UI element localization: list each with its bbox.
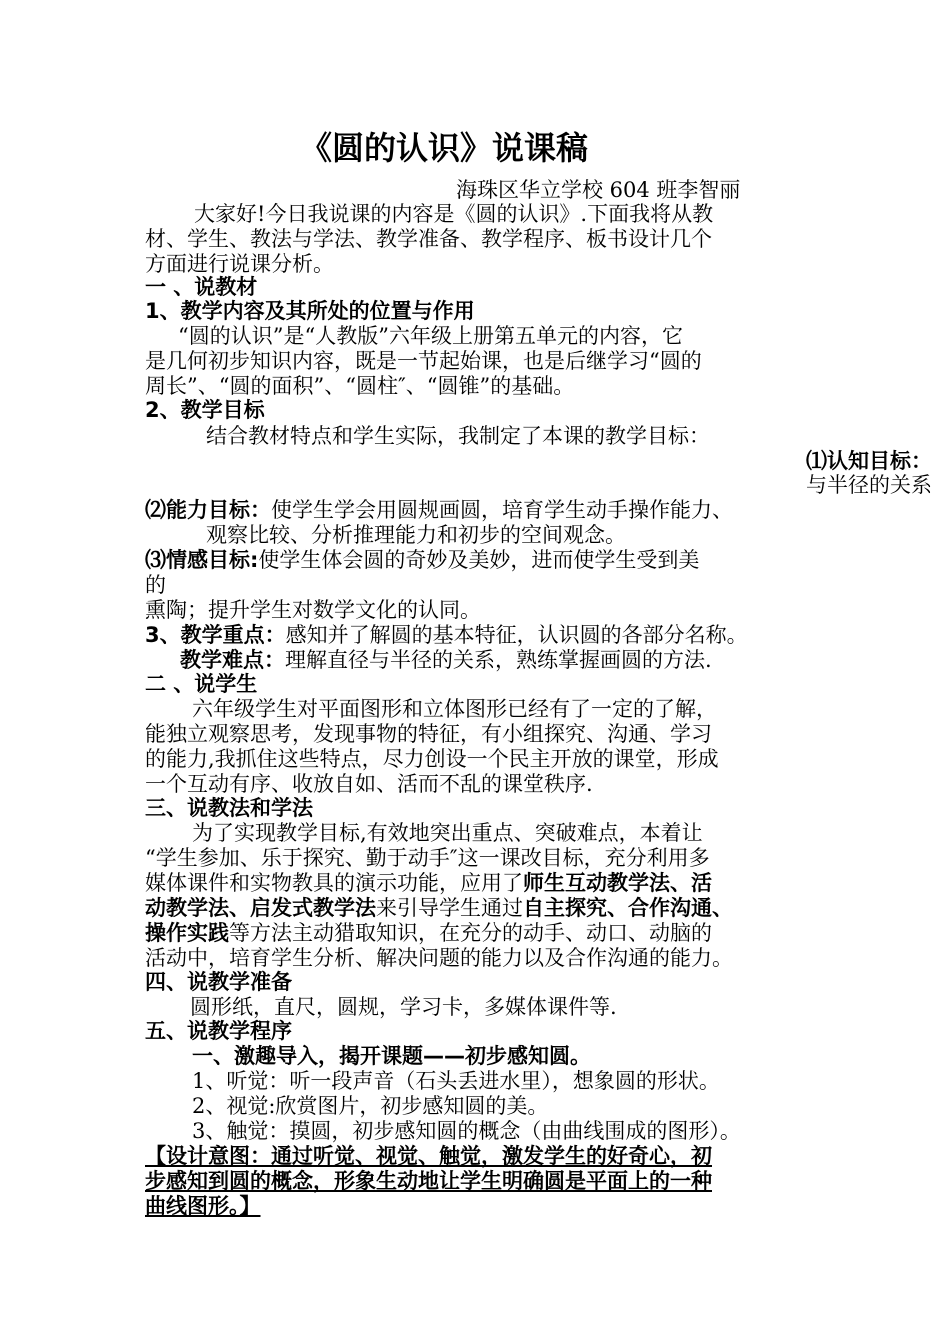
goal-3-text: 使学生体会圆的奇妙及美妙，进而使学生受到美 (258, 548, 700, 572)
section-4-heading: 四、说教学准备 (145, 970, 292, 994)
section-3-line-1: 为了实现教学目标,有效地突出重点、突破难点，本着让 (192, 821, 703, 845)
goal-2-line-2: 观察比较、分析推理能力和初步的空间观念。 (206, 523, 626, 547)
goal-3-line-2: 的 (145, 573, 166, 597)
difficulty-label: 教学难点： (180, 648, 285, 672)
intro-line-3: 方面进行说课分析。 (145, 252, 334, 276)
difficulty-line (180, 648, 712, 673)
section-4-line: 圆形纸，直尺，圆规，学习卡，多媒体课件等. (190, 995, 617, 1019)
step-item-1: 1、听觉：听一段声音（石头丢进水里），想象圆的形状。 (192, 1069, 720, 1093)
step-1-heading: 一、激趣导入，揭开课题——初步感知圆。 (192, 1044, 591, 1068)
section-3-line-4b: 来引导学生通过 (376, 896, 523, 920)
goal-2-line (145, 498, 733, 523)
section-3-line-5 (145, 921, 712, 946)
author-line: 海珠区华立学校 604 班李智丽 (456, 178, 741, 202)
key-point-label: 3、教学重点： (145, 623, 286, 647)
document-title: 《圆的认识》说课稿 (300, 129, 589, 167)
goal-2-text: 使学生学会用圆规画圆，培育学生动手操作能力、 (271, 498, 733, 522)
design-intent-line-3: 曲线图形。】 (145, 1194, 261, 1218)
intro-line-2: 材、学生、教法与学法、教学准备、教学程序、板书设计几个 (145, 227, 712, 251)
goal-1-label: ⑴认知目标： (806, 449, 932, 473)
section-3-line-3a: 媒体课件和实物教具的演示功能，应用了 (145, 871, 523, 895)
step-item-2: 2、视觉:欣赏图片，初步感知圆的美。 (192, 1094, 549, 1118)
intro-line-1: 大家好!今日我说课的内容是《圆的认识》.下面我将从教 (194, 202, 714, 226)
section-2-line-1: 六年级学生对平面图形和立体图形已经有了一定的了解， (192, 697, 717, 721)
goal-3-label: ⑶情感目标: (145, 548, 259, 572)
section-3-line-2: “学生参加、乐于探究、勤于动手″这一课改目标，充分利用多 (145, 846, 710, 870)
section-2-line-2: 能独立观察思考，发现事物的特征，有小组探究、沟通、学习 (145, 722, 712, 746)
section-3-line-6: 活动中，培育学生分析、解决问题的能力以及合作沟通的能力。 (145, 946, 733, 970)
subsection-1-line-2: 是几何初步知识内容，既是一节起始课，也是后继学习“圆的 (145, 349, 702, 373)
section-3-line-5b: 等方法主动猎取知识，在充分的动手、动口、动脑的 (229, 921, 712, 945)
key-point-line (145, 623, 748, 648)
subsection-2-line: 结合教材特点和学生实际，我制定了本课的教学目标： (206, 424, 710, 448)
section-3-line-4 (145, 896, 733, 921)
method-emphasis-4: 操作实践 (145, 921, 229, 945)
goal-1-text: 与半径的关系 (806, 473, 932, 497)
key-point-text: 感知并了解圆的基本特征，认识圆的各部分名称。 (285, 623, 748, 647)
goal-3-line (145, 548, 699, 573)
method-emphasis-2: 动教学法、启发式教学法 (145, 896, 376, 920)
section-3-line-3 (145, 871, 712, 896)
method-emphasis-1: 师生互动教学法、活 (523, 871, 712, 895)
section-3-heading: 三、说教法和学法 (145, 796, 313, 820)
subsection-2-heading: 2、教学目标 (145, 398, 265, 422)
design-intent-line-2: 步感知到圆的概念，形象生动地让学生明确圆是平面上的一种 (145, 1169, 712, 1193)
subsection-1-line-3: 周长”、“圆的面积”、“圆柱″、“圆锥”的基础。 (145, 374, 575, 398)
subsection-1-heading: 1、教学内容及其所处的位置与作用 (145, 299, 475, 323)
section-1-heading: 一 、说教材 (145, 275, 258, 299)
section-5-heading: 五、说教学程序 (145, 1019, 292, 1043)
section-2-line-4: 一个互动有序、收放自如、活而不乱的课堂秩序. (145, 772, 593, 796)
difficulty-text: 理解直径与半径的关系，熟练掌握画圆的方法. (285, 648, 712, 672)
subsection-1-line-1: “圆的认识”是“人教版”六年级上册第五单元的内容，它 (178, 324, 683, 348)
goal-2-label: ⑵能力目标： (145, 498, 271, 522)
section-2-heading: 二 、说学生 (145, 672, 258, 696)
step-item-3: 3、触觉：摸圆，初步感知圆的概念（由曲线围成的图形）。 (192, 1119, 741, 1143)
goal-3-line-3: 熏陶；提升学生对数学文化的认同。 (145, 598, 481, 622)
design-intent-line-1: 【设计意图：通过听觉、视觉、触觉，激发学生的好奇心，初 (145, 1144, 712, 1168)
section-2-line-3: 的能力,我抓住这些特点，尽力创设一个民主开放的课堂，形成 (145, 747, 719, 771)
method-emphasis-3: 自主探究、合作沟通、 (523, 896, 733, 920)
